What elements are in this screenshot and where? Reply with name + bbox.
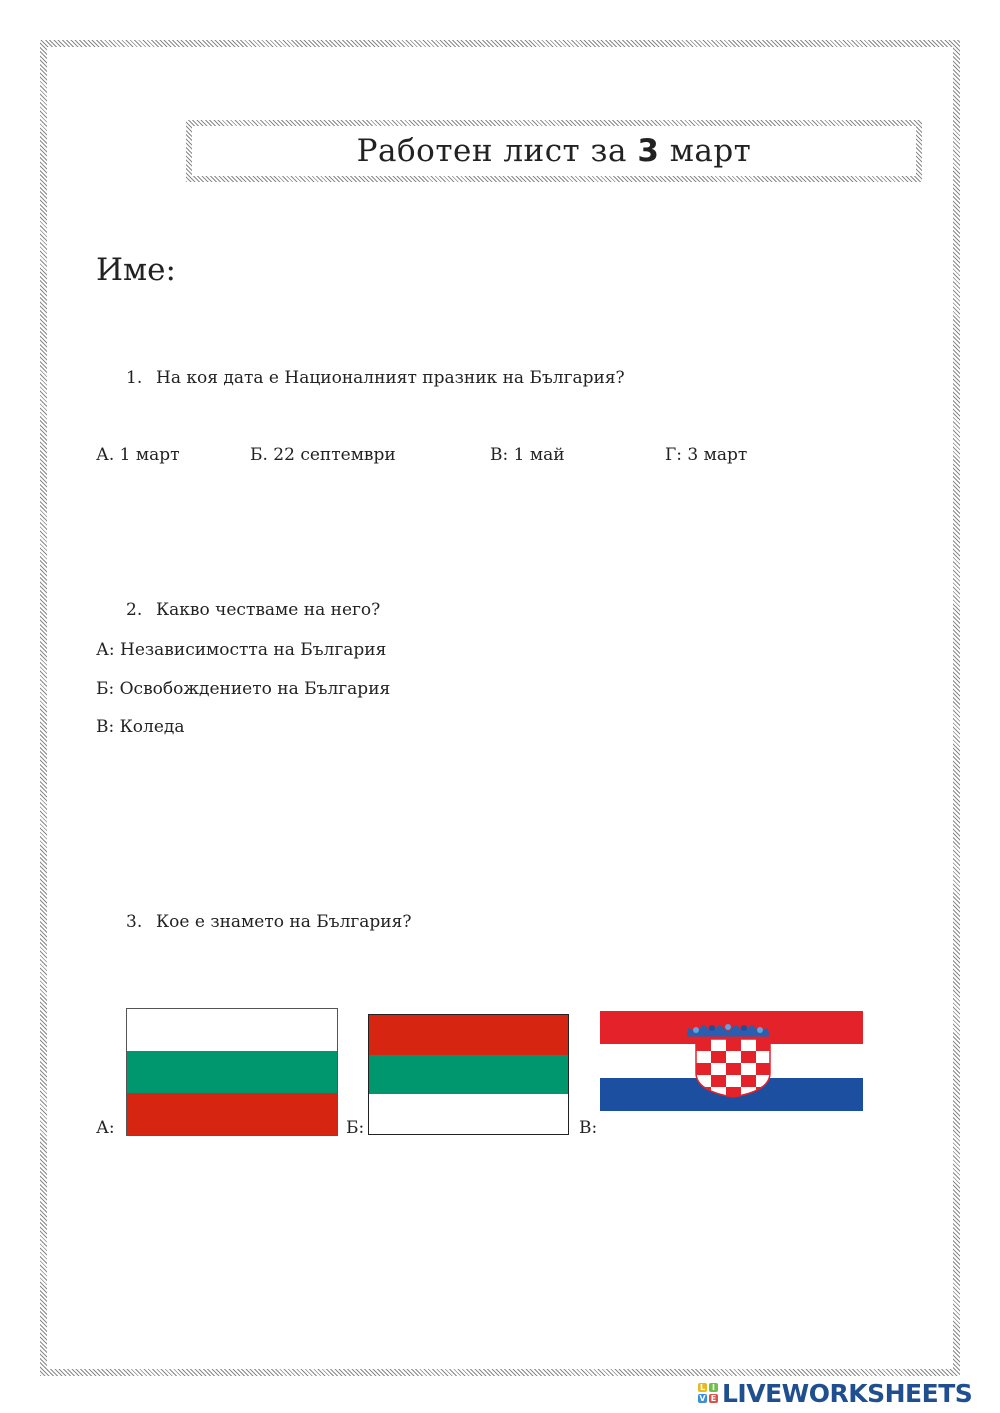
liveworksheets-logo-icon	[698, 1383, 718, 1403]
question-1	[126, 368, 625, 388]
title-prefix: Работен лист за	[356, 133, 638, 169]
q1-option-a[interactable]: А. 1 март	[96, 445, 180, 465]
title-number: 3	[637, 133, 660, 169]
liveworksheets-logo	[698, 1378, 972, 1408]
croatia-flag-graphic	[600, 1011, 863, 1111]
logo-letter-i: I	[709, 1383, 718, 1392]
flag-a-red-stripe	[127, 1093, 337, 1135]
flag-b-white-stripe	[369, 1094, 568, 1134]
name-label: Име:	[96, 252, 176, 288]
title-suffix: март	[659, 133, 752, 169]
question-1-number: 1.	[126, 368, 143, 388]
flag-b-red-stripe	[369, 1015, 568, 1055]
question-3-number: 3.	[126, 912, 143, 932]
question-2-text: Какво честваме на него?	[156, 600, 381, 620]
page-title	[357, 133, 752, 169]
logo-letter-e: E	[710, 1394, 717, 1403]
q1-option-c[interactable]: В: 1 май	[490, 445, 565, 465]
flag-c-label: В:	[579, 1118, 598, 1138]
question-2	[126, 600, 380, 620]
logo-letter-l: L	[699, 1383, 706, 1392]
flag-c-croatia[interactable]	[600, 1011, 863, 1111]
flag-b-reversed[interactable]	[368, 1014, 569, 1135]
flag-a-label: А:	[96, 1118, 115, 1138]
question-3	[126, 912, 411, 932]
liveworksheets-brand: LIVEWORKSHEETS	[722, 1378, 973, 1408]
q1-option-d[interactable]: Г: 3 март	[665, 445, 748, 465]
flag-b-label: Б:	[346, 1118, 365, 1138]
page-border	[40, 40, 960, 1376]
flag-a-bulgaria[interactable]	[126, 1008, 338, 1136]
flag-a-white-stripe	[127, 1009, 337, 1051]
flag-a-green-stripe	[127, 1051, 337, 1093]
q1-option-b[interactable]: Б. 22 септември	[250, 445, 396, 465]
logo-letter-v: V	[699, 1394, 706, 1403]
title-box	[186, 120, 922, 182]
flag-b-green-stripe	[369, 1055, 568, 1094]
question-1-text: На коя дата е Националният празник на България?	[156, 368, 625, 388]
q2-option-a[interactable]: А: Независимостта на България	[96, 640, 387, 660]
q2-option-b[interactable]: Б: Освобождението на България	[96, 679, 391, 699]
q2-option-c[interactable]: В: Коледа	[96, 717, 185, 737]
question-2-number: 2.	[126, 600, 143, 620]
question-3-text: Кое е знамето на България?	[156, 912, 412, 932]
